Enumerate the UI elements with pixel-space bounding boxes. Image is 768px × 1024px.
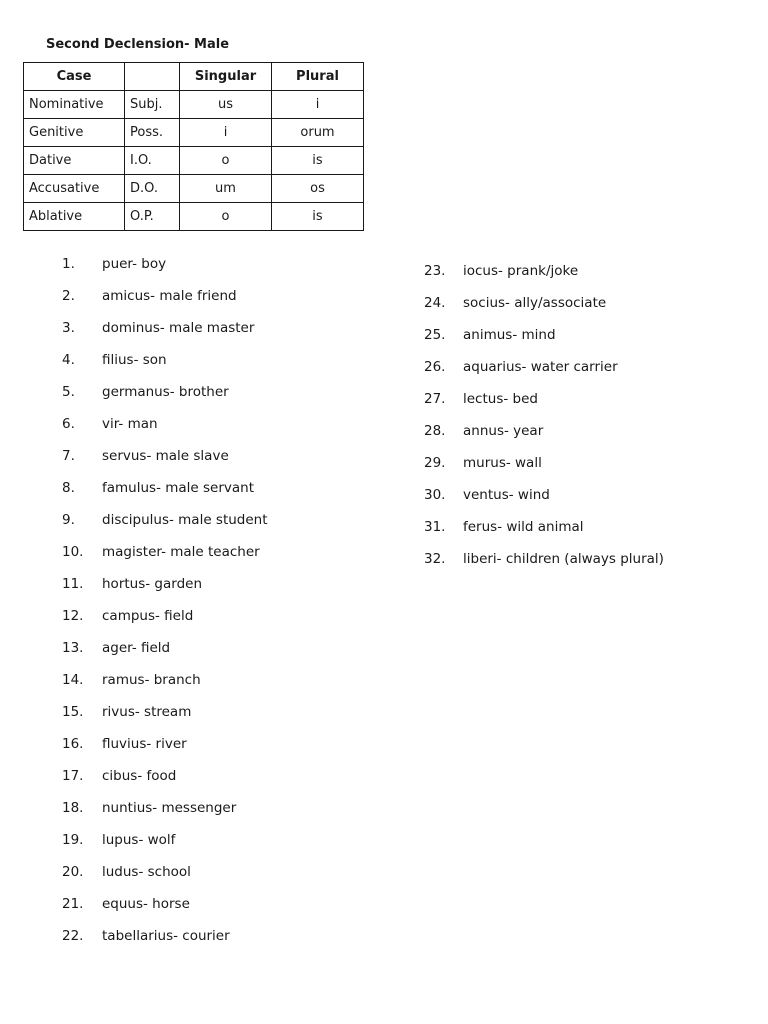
header-case: Case [24, 63, 125, 91]
item-text: equus- horse [102, 896, 190, 912]
item-number: 1. [62, 256, 75, 272]
case-cell: Genitive [24, 119, 125, 147]
item-number: 22. [62, 928, 84, 944]
abbr-cell: I.O. [125, 147, 180, 175]
item-text: rivus- stream [102, 704, 192, 720]
declension-table [23, 62, 364, 231]
item-text: liberi- children (always plural) [463, 551, 664, 567]
abbr-cell: Poss. [125, 119, 180, 147]
item-text: ventus- wind [463, 487, 550, 503]
item-number: 6. [62, 416, 75, 432]
item-number: 28. [424, 423, 446, 439]
item-text: ludus- school [102, 864, 191, 880]
item-text: fluvius- river [102, 736, 187, 752]
item-text: filius- son [102, 352, 167, 368]
item-number: 21. [62, 896, 84, 912]
item-number: 10. [62, 544, 84, 560]
case-cell: Ablative [24, 203, 125, 231]
case-cell: Dative [24, 147, 125, 175]
item-text: servus- male slave [102, 448, 229, 464]
item-number: 15. [62, 704, 84, 720]
item-text: tabellarius- courier [102, 928, 230, 944]
item-text: aquarius- water carrier [463, 359, 618, 375]
singular-cell: i [180, 119, 272, 147]
item-number: 27. [424, 391, 446, 407]
singular-cell: o [180, 147, 272, 175]
item-text: amicus- male friend [102, 288, 237, 304]
item-text: socius- ally/associate [463, 295, 607, 311]
table-row [24, 175, 364, 203]
item-text: ager- field [102, 640, 171, 656]
item-number: 13. [62, 640, 84, 656]
item-text: lupus- wolf [102, 832, 176, 848]
item-number: 3. [62, 320, 75, 336]
header-blank [125, 63, 180, 91]
item-text: germanus- brother [102, 384, 229, 400]
item-text: annus- year [463, 423, 544, 439]
case-cell: Nominative [24, 91, 125, 119]
item-number: 11. [62, 576, 84, 592]
item-number: 17. [62, 768, 84, 784]
item-number: 18. [62, 800, 84, 816]
table-row [24, 119, 364, 147]
abbr-cell: Subj. [125, 91, 180, 119]
item-text: lectus- bed [463, 391, 538, 407]
case-cell: Accusative [24, 175, 125, 203]
item-number: 31. [424, 519, 446, 535]
table-row [24, 91, 364, 119]
item-number: 4. [62, 352, 75, 368]
abbr-cell: D.O. [125, 175, 180, 203]
item-number: 26. [424, 359, 446, 375]
item-text: cibus- food [102, 768, 177, 784]
item-number: 29. [424, 455, 446, 471]
item-number: 25. [424, 327, 446, 343]
page-title: Second Declension- Male [46, 37, 230, 52]
item-text: famulus- male servant [102, 480, 255, 496]
item-text: ramus- branch [102, 672, 201, 688]
abbr-cell: O.P. [125, 203, 180, 231]
item-number: 30. [424, 487, 446, 503]
item-number: 19. [62, 832, 84, 848]
table-row [24, 203, 364, 231]
header-singular: Singular [180, 63, 272, 91]
item-number: 8. [62, 480, 75, 496]
plural-cell: i [272, 91, 364, 119]
item-number: 5. [62, 384, 75, 400]
singular-cell: um [180, 175, 272, 203]
plural-cell: is [272, 147, 364, 175]
item-number: 9. [62, 512, 75, 528]
item-text: vir- man [102, 416, 158, 432]
item-number: 7. [62, 448, 75, 464]
item-text: ferus- wild animal [463, 519, 584, 535]
plural-cell: orum [272, 119, 364, 147]
item-number: 14. [62, 672, 84, 688]
singular-cell: o [180, 203, 272, 231]
plural-cell: is [272, 203, 364, 231]
item-number: 24. [424, 295, 446, 311]
item-text: magister- male teacher [102, 544, 260, 560]
item-text: murus- wall [463, 455, 542, 471]
item-number: 23. [424, 263, 446, 279]
item-text: iocus- prank/joke [463, 263, 579, 279]
plural-cell: os [272, 175, 364, 203]
item-text: puer- boy [102, 256, 167, 272]
table-header-row [24, 63, 364, 91]
item-number: 2. [62, 288, 75, 304]
singular-cell: us [180, 91, 272, 119]
table-row [24, 147, 364, 175]
item-number: 16. [62, 736, 84, 752]
item-text: campus- field [102, 608, 194, 624]
item-number: 20. [62, 864, 84, 880]
item-text: hortus- garden [102, 576, 202, 592]
item-text: discipulus- male student [102, 512, 268, 528]
item-number: 32. [424, 551, 446, 567]
item-text: animus- mind [463, 327, 556, 343]
item-text: dominus- male master [102, 320, 255, 336]
item-number: 12. [62, 608, 84, 624]
item-text: nuntius- messenger [102, 800, 237, 816]
header-plural: Plural [272, 63, 364, 91]
